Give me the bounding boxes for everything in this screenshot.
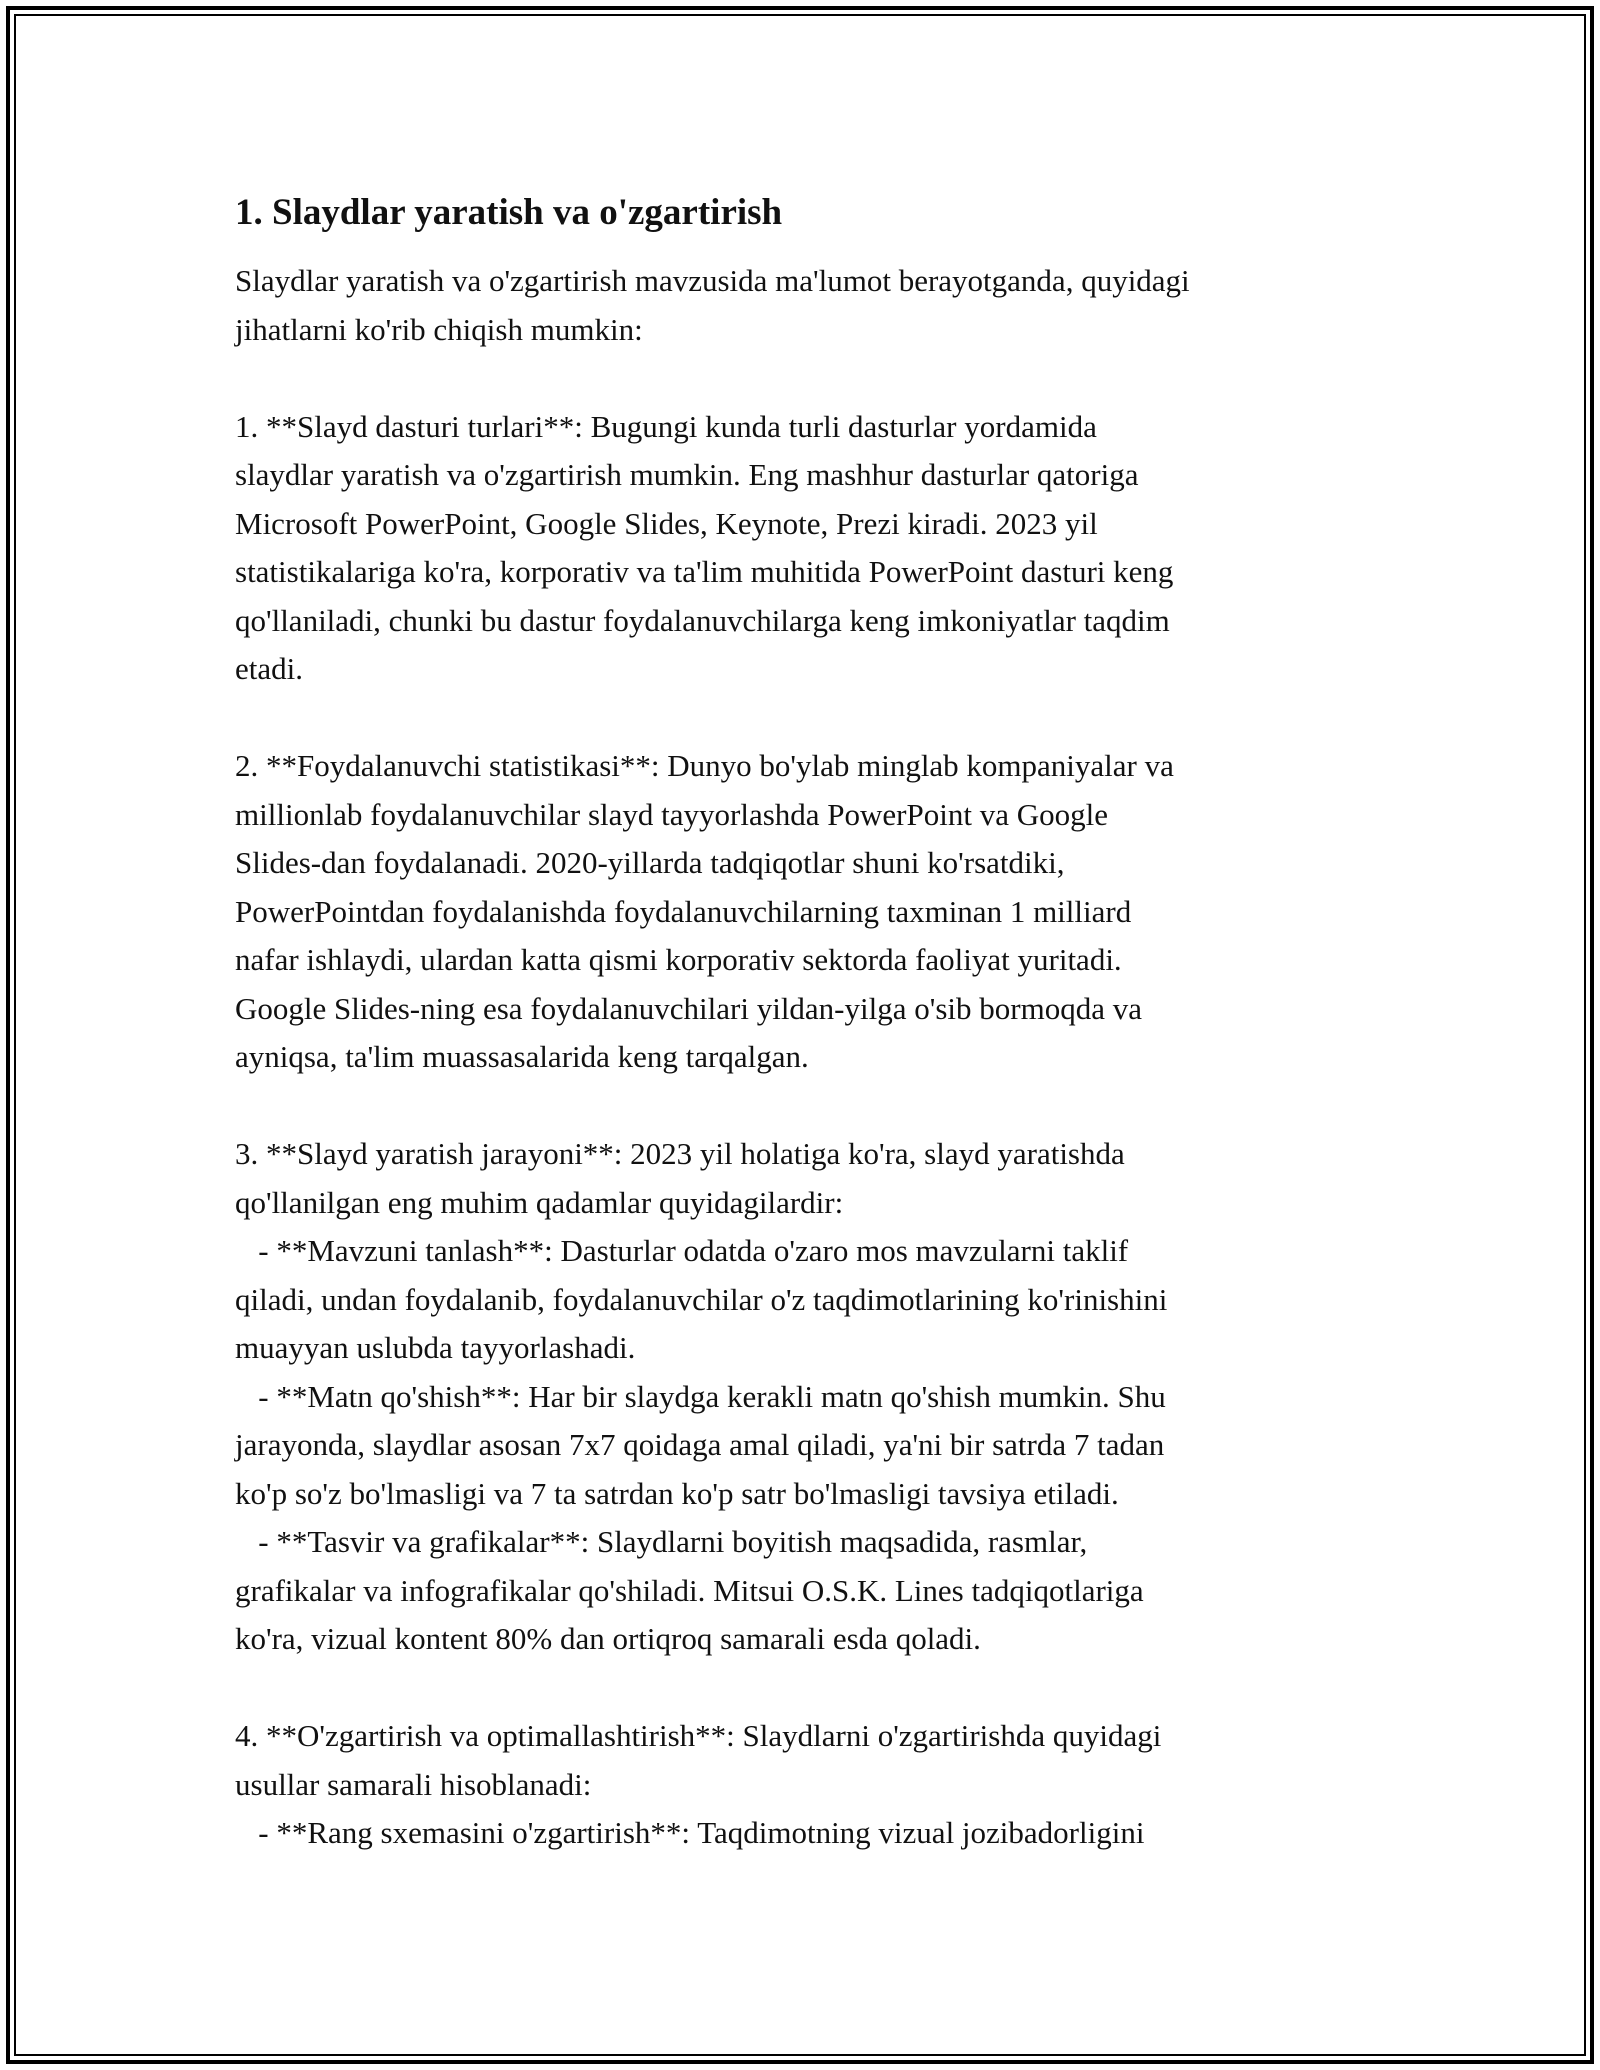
text-line: qo'llanilgan eng muhim qadamlar quyidagilardir: [235, 1184, 844, 1220]
text-line: ko'p so'z bo'lmasligi va 7 ta satrdan ko'p satr bo'lmasligi tavsiya etiladi. [235, 1475, 1119, 1511]
text-line: 2. **Foydalanuvchi statistikasi**: Dunyo bo'ylab minglab kompaniyalar va [235, 748, 1174, 783]
text-line: Slaydlar yaratish va o'zgartirish mavzusida ma'lumot berayotganda, quyidagi [235, 263, 1190, 298]
paragraph-gap [235, 354, 1375, 403]
document-body [235, 185, 1375, 1858]
section-1-paragraph [235, 403, 1375, 694]
text-line: jihatlarni ko'rib chiqish mumkin: [235, 311, 643, 347]
text-line: usullar samarali hisoblanadi: [235, 1766, 592, 1802]
text-line: ayniqsa, ta'lim muassasalarida keng tarqalgan. [235, 1039, 809, 1074]
text-line: jarayonda, slaydlar asosan 7x7 qoidaga amal qiladi, ya'ni bir satrda 7 tadan [235, 1427, 1165, 1462]
text-line: Slides-dan foydalanadi. 2020-yillarda tadqiqotlar shuni ko'rsatdiki, [235, 845, 1065, 880]
section-3-paragraph [235, 1130, 1375, 1664]
text-line: - **Matn qo'shish**: Har bir slaydga kerakli matn qo'shish mumkin. Shu [235, 1378, 1166, 1414]
section-2-paragraph [235, 742, 1375, 1082]
text-line: qiladi, undan foydalanib, foydalanuvchilar o'z taqdimotlarining ko'rinishini [235, 1281, 1168, 1317]
paragraph-gap [235, 1664, 1375, 1713]
text-line: qo'llaniladi, chunki bu dastur foydalanuvchilarga keng imkoniyatlar taqdim [235, 602, 1170, 638]
text-line: - **Rang sxemasini o'zgartirish**: Taqdimotning vizual jozibadorligini [235, 1815, 1145, 1850]
text-line: PowerPointdan foydalanishda foydalanuvchilarning taxminan 1 milliard [235, 893, 1132, 929]
paragraph-gap [235, 1082, 1375, 1131]
text-line: Microsoft PowerPoint, Google Slides, Keynote, Prezi kiradi. 2023 yil [235, 505, 1098, 541]
text-line: statistikalariga ko'ra, korporativ va ta'lim muhitida PowerPoint dasturi keng [235, 554, 1174, 589]
text-line: muayyan uslubda tayyorlashadi. [235, 1330, 636, 1365]
paragraph-gap [235, 694, 1375, 743]
text-line: millionlab foydalanuvchilar slayd tayyorlashda PowerPoint va Google [235, 796, 1108, 832]
text-line: etadi. [235, 651, 303, 686]
document-title: 1. Slaydlar yaratish va o'zgartirish [235, 192, 783, 233]
text-line: - **Mavzuni tanlash**: Dasturlar odatda o'zaro mos mavzularni taklif [235, 1233, 1129, 1268]
section-4-paragraph [235, 1712, 1375, 1858]
text-line: - **Tasvir va grafikalar**: Slaydlarni boyitish maqsadida, rasmlar, [235, 1524, 1088, 1559]
text-line: 1. **Slayd dasturi turlari**: Bugungi kunda turli dasturlar yordamida [235, 408, 1097, 444]
text-line: 4. **O'zgartirish va optimallashtirish**: Slaydlarni o'zgartirishda quyidagi [235, 1718, 1162, 1753]
intro-paragraph [235, 257, 1375, 354]
text-line: 3. **Slayd yaratish jarayoni**: 2023 yil holatiga ko'ra, slayd yaratishda [235, 1136, 1125, 1171]
text-line: grafikalar va infografikalar qo'shiladi. Mitsui O.S.K. Lines tadqiqotlariga [235, 1572, 1144, 1608]
text-line: nafar ishlaydi, ulardan katta qismi korporativ sektorda faoliyat yuritadi. [235, 942, 1122, 977]
text-line: Google Slides-ning esa foydalanuvchilari yildan-yilga o'sib bormoqda va [235, 990, 1142, 1026]
text-line: slaydlar yaratish va o'zgartirish mumkin. Eng mashhur dasturlar qatoriga [235, 457, 1139, 492]
text-line: ko'ra, vizual kontent 80% dan ortiqroq samarali esda qoladi. [235, 1621, 981, 1656]
